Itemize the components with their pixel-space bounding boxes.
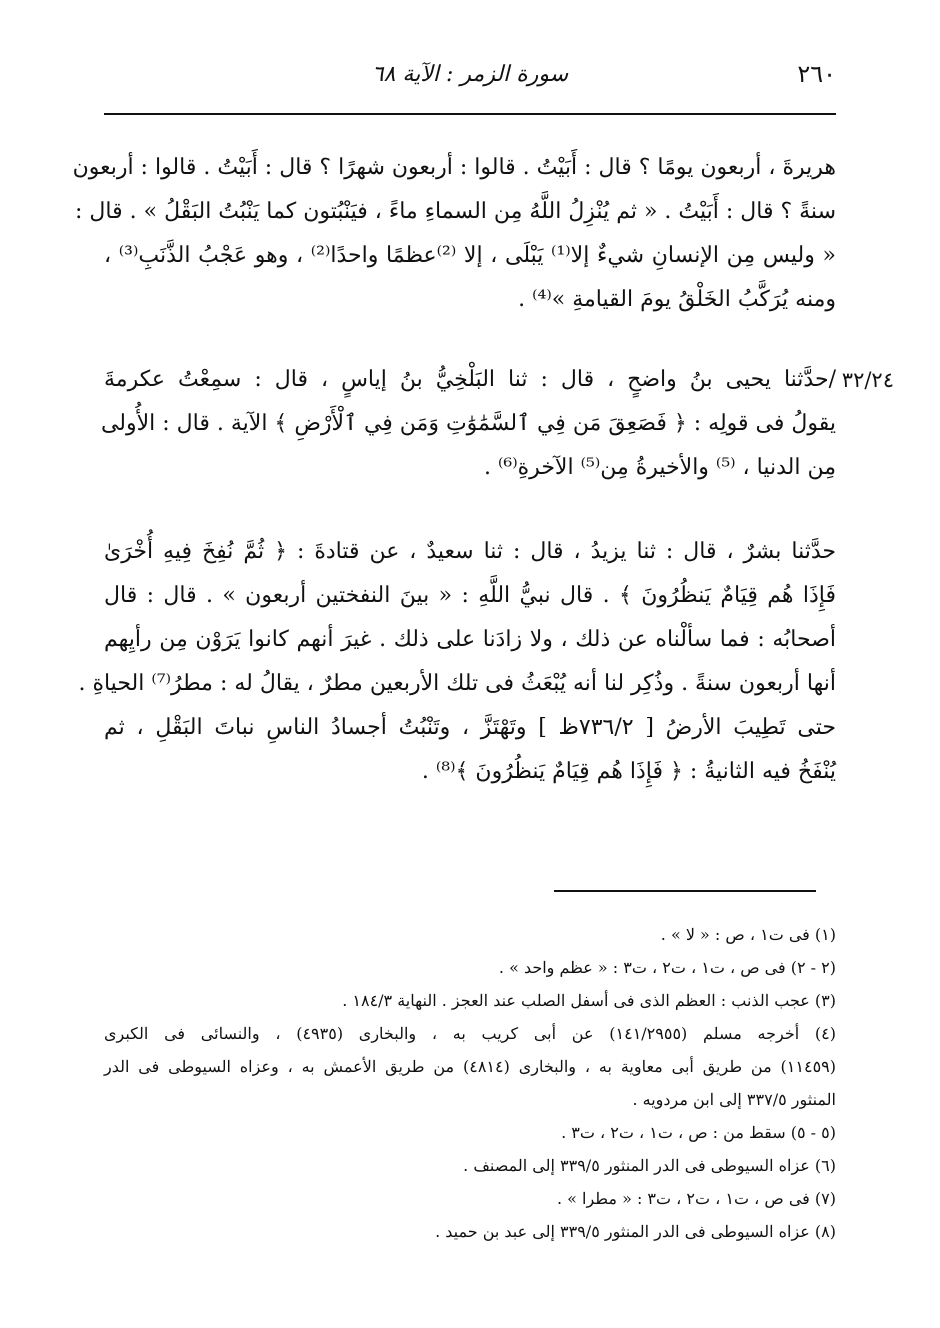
footnote: (٧) فى ص ، ت١ ، ت٢ ، ت٣ : « مطرا » . [556, 1189, 836, 1208]
paragraph-3 [78, 530, 836, 794]
footnote: المنثور ٣٣٧/٥ إلى ابن مردويه . [632, 1090, 836, 1109]
footnote: (٨) عزاه السيوطى فى الدر المنثور ٣٣٩/٥ إلى عبد بن حميد . [435, 1222, 836, 1241]
text-line: يقولُ فى قولِه : ﴿ فَصَعِقَ مَن فِي ٱلسَّمَٰوَٰتِ وَمَن فِي ٱلْأَرْضِ ﴾ الآية . قال : الأُولى [100, 411, 836, 436]
text-line: حتى تَطِيبَ الأرضُ [ ٧٣٦/٢ظ ] وتَهْتَزَّ ، وتَنْبُتُ أجسادُ الناسِ نباتَ البَقْلِ ، ثم [104, 715, 836, 740]
page-number: ٢٦٠ [797, 60, 836, 88]
footnote: (١١٤٥٩) من طريق أبى معاوية به ، والبخارى (٤٨١٤) من طريق الأعمش به ، وعزاه السيوطى فى الدر [104, 1057, 837, 1076]
text-line: مِن الدنيا ، ⁽⁵⁾ والأخيرةُ مِن⁽⁵⁾ الآخرةِ⁽⁶⁾ . [484, 455, 836, 480]
page-header [104, 50, 836, 100]
text-line: يُنْفَخُ فيه الثانيةُ : ﴿ فَإِذَا هُم قِيَامٌ يَنظُرُونَ ﴾⁽⁸⁾ . [421, 759, 836, 784]
text-line: /حدَّثنا يحيى بنُ واضحٍ ، قال : ثنا البَلْخِيُّ بنُ إياسٍ ، قال : سمِعْتُ عكرمةَ [104, 367, 836, 392]
footnotes [104, 918, 836, 1248]
paragraph-1 [72, 146, 836, 322]
footnote-divider [554, 890, 816, 892]
margin-reference: ٣٢/٢٤ [841, 368, 894, 392]
header-divider [104, 113, 836, 115]
footnote: (٤) أخرجه مسلم (١٤١/٢٩٥٥) عن أبى كريب به ، والبخارى (٤٩٣٥) ، والنسائى فى الكبرى [104, 1024, 836, 1043]
footnote: (٢ - ٢) فى ص ، ت١ ، ت٢ ، ت٣ : « عظم واحد » . [498, 958, 836, 977]
footnote: (٣) عجب الذنب : العظم الذى فى أسفل الصلب عند العجز . النهاية ١٨٤/٣ . [342, 991, 836, 1010]
running-title: سورة الزمر : الآية ٦٨ [371, 62, 569, 87]
text-line: أنها أربعون سنةً . وذُكِر لنا أنه يُبْعَثُ فى تلك الأربعين مطرٌ ، يقالُ له : مطرُ⁽⁷⁾ الحياةِ . [78, 671, 836, 696]
text-line: هريرةَ ، أربعون يومًا ؟ قال : أَبَيْتُ . قالوا : أربعون شهرًا ؟ قال : أَبَيْتُ . قالوا : أربعون [72, 155, 836, 180]
footnote: (٦) عزاه السيوطى فى الدر المنثور ٣٣٩/٥ إلى المصنف . [463, 1156, 836, 1175]
text-line: ومنه يُرَكَّبُ الخَلْقُ يومَ القيامةِ »⁽⁴⁾ . [518, 287, 836, 312]
text-line: « وليس مِن الإنسانِ شيءٌ إلا⁽¹⁾ يَبْلَى ، إلا ⁽²⁾عظمًا واحدًا⁽²⁾ ، وهو عَجْبُ الذَّنَبِ⁽³⁾ ، [104, 243, 836, 268]
footnote: (١) فى ت١ ، ص : « لا » . [660, 925, 836, 944]
text-line: أصحابُه : فما سألْناه عن ذلك ، ولا زادَنا على ذلك . غيرَ أنهم كانوا يَرَوْن مِن رأيِهم [104, 627, 836, 652]
footnote: (٥ - ٥) سقط من : ص ، ت١ ، ت٢ ، ت٣ . [561, 1123, 836, 1142]
text-line: فَإِذَا هُم قِيَامٌ يَنظُرُونَ ﴾ . قال نبيُّ اللَّهِ : « بينَ النفختين أربعون » . قال : قال [104, 583, 836, 608]
text-line: حدَّثنا بشرٌ ، قال : ثنا يزيدُ ، قال : ثنا سعيدٌ ، عن قتادةَ : ﴿ ثُمَّ نُفِخَ فِيهِ أُخْرَىٰ [104, 539, 836, 564]
text-line: سنةً ؟ قال : أَبَيْتُ . « ثم يُنْزِلُ اللَّهُ مِن السماءِ ماءً ، فيَنْبُتون كما يَنْبُتُ البَقْلُ » . قال : [75, 199, 836, 224]
paragraph-2 [100, 358, 836, 490]
